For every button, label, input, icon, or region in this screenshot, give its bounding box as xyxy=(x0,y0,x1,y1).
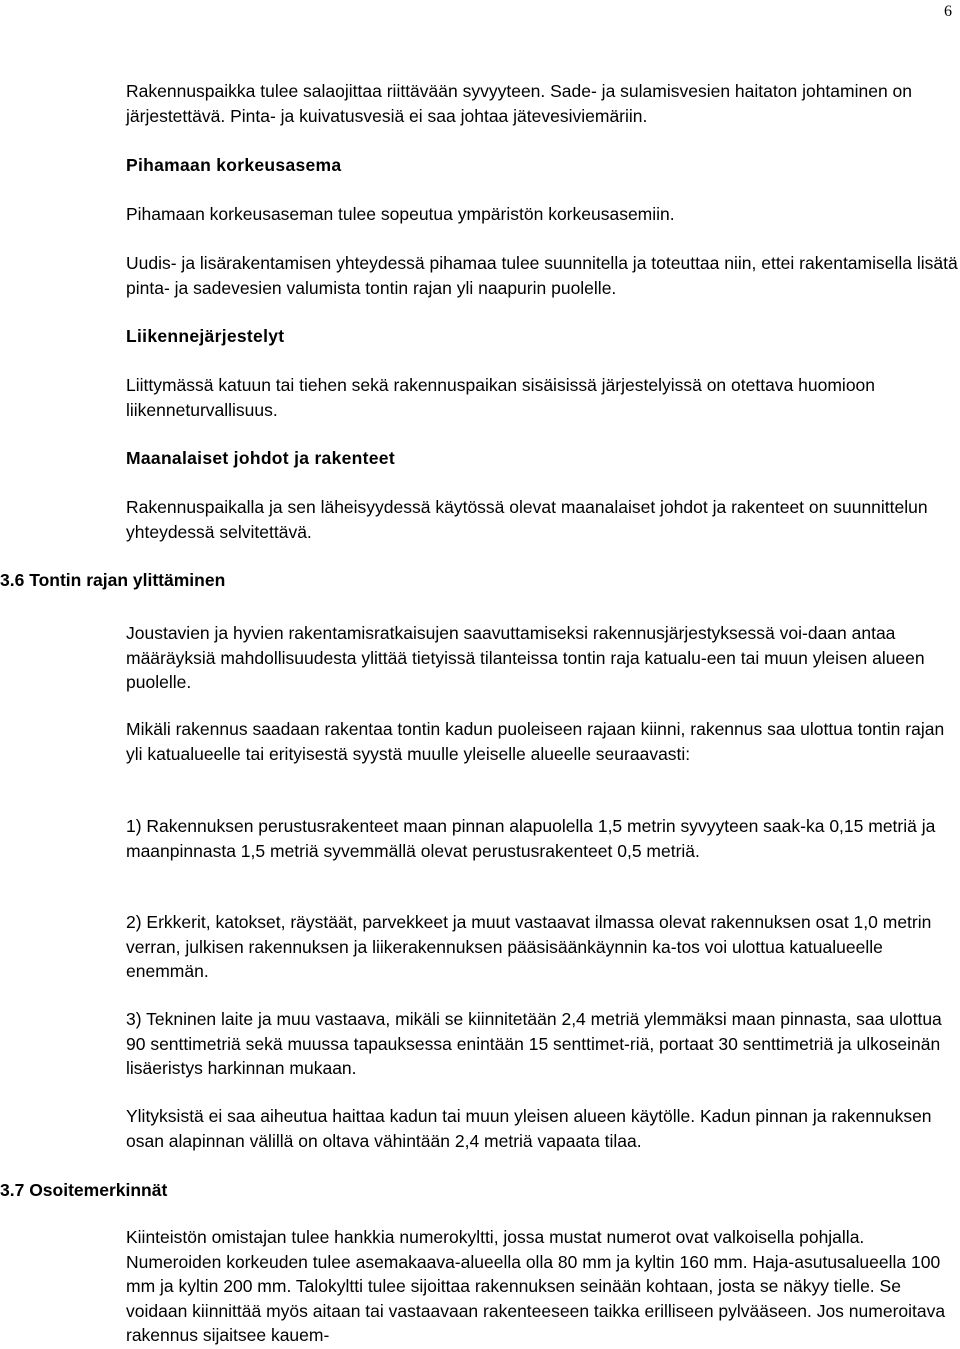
paragraph-drainage: Rakennuspaikka tulee salaojittaa riittävään syvyyteen. Sade- ja sulamisvesien haitaton johtaminen on järjestettävä. Pinta- ja kuivatusvesiä ei saa johtaa jätevesiviemäriin. xyxy=(126,81,913,126)
paragraph-yard-height: Pihamaan korkeusaseman tulee sopeutua ympäristön korkeusasemiin. xyxy=(126,204,675,224)
page-number: 6 xyxy=(944,3,952,20)
section-title-3-6: 3.6 Tontin rajan ylittäminen xyxy=(0,570,226,590)
paragraph-clearance: Ylityksistä ei saa aiheutua haittaa kadun tai muun yleisen alueen käytölle. Kadun pinnan ja rakennuksen osan alapinnan välillä on oltava vähintään 2,4 metriä vapaata tilaa. xyxy=(126,1106,932,1151)
list-item-technical-devices: 3) Tekninen laite ja muu vastaava, mikäli se kiinnitetään 2,4 metriä ylemmäksi maan pinnasta, saa ulottua 90 senttimetriä sekä muussa tapauksessa enintään 15 senttimet-riä, portaat 30 senttimetriä ja ulkoseinän lisäeristys harkinnan mukaan. xyxy=(126,1009,942,1078)
list-item-foundations: 1) Rakennuksen perustusrakenteet maan pinnan alapuolella 1,5 metrin syvyyteen saak-ka 0,15 metriä ja maanpinnasta 1,5 metriä syvemmällä olevat perustusrakenteet 0,5 metriä. xyxy=(126,816,936,861)
paragraph-stormwater-runoff: Uudis- ja lisärakentamisen yhteydessä pihamaa tulee suunnitella ja toteuttaa niin, ettei rakentamisella lisätä pinta- ja sadevesien valumista tontin rajan yli naapurin puolelle. xyxy=(126,253,958,298)
paragraph-traffic-safety: Liittymässä katuun tai tiehen sekä rakennuspaikan sisäisissä järjestelyissä on otettava huomioon liikenneturvallisuus. xyxy=(126,375,876,420)
heading-liikennejarjestelyt: Liikennejärjestelyt xyxy=(126,326,285,346)
paragraph-boundary-crossing-intro: Joustavien ja hyvien rakentamisratkaisujen saavuttamiseksi rakennusjärjestyksessä voi-daan antaa määräyksiä mahdollisuudesta ylittää tietyissä tilanteissa tontin raja katualu-een tai muun yleisen alueen puolelle. xyxy=(126,623,925,692)
list-item-bay-windows: 2) Erkkerit, katokset, räystäät, parvekkeet ja muut vastaavat ilmassa olevat rakennuksen osat 1,0 metrin verran, julkisen rakennuksen ja liikerakennuksen pääsisäänkäynnin ka-tos voi ulottua katualueelle enemmän. xyxy=(126,912,932,981)
paragraph-boundary-crossing-conditions: Mikäli rakennus saadaan rakentaa tontin kadun puoleiseen rajaan kiinni, rakennus saa ulottua tontin rajan yli katualueelle tai erityisestä syystä muulle yleiselle alueelle seuraavasti: xyxy=(126,719,945,764)
paragraph-address-sign: Kiinteistön omistajan tulee hankkia numerokyltti, jossa mustat numerot ovat valkoisella pohjalla. Numeroiden korkeuden tulee asemakaava-alueella olla 80 mm ja kyltin 160 mm. Haja-asutusalueella 100 mm ja kyltin 200 mm. Talokyltti tulee sijoittaa rakennuksen seinään kohtaan, josta se näkyy tielle. Se voidaan kiinnittää myös aitaan tai vastaavaan rakenteeseen taikka erilliseen pylvääseen. Jos numeroitava rakennus sijaitsee kauem- xyxy=(126,1227,946,1345)
heading-maanalaiset-johdot: Maanalaiset johdot ja rakenteet xyxy=(126,448,395,468)
paragraph-underground-utilities: Rakennuspaikalla ja sen läheisyydessä käytössä olevat maanalaiset johdot ja rakenteet on suunnittelun yhteydessä selvitettävä. xyxy=(126,497,928,542)
heading-pihamaan-korkeusasema: Pihamaan korkeusasema xyxy=(126,155,342,175)
section-title-3-7: 3.7 Osoitemerkinnät xyxy=(0,1180,168,1200)
